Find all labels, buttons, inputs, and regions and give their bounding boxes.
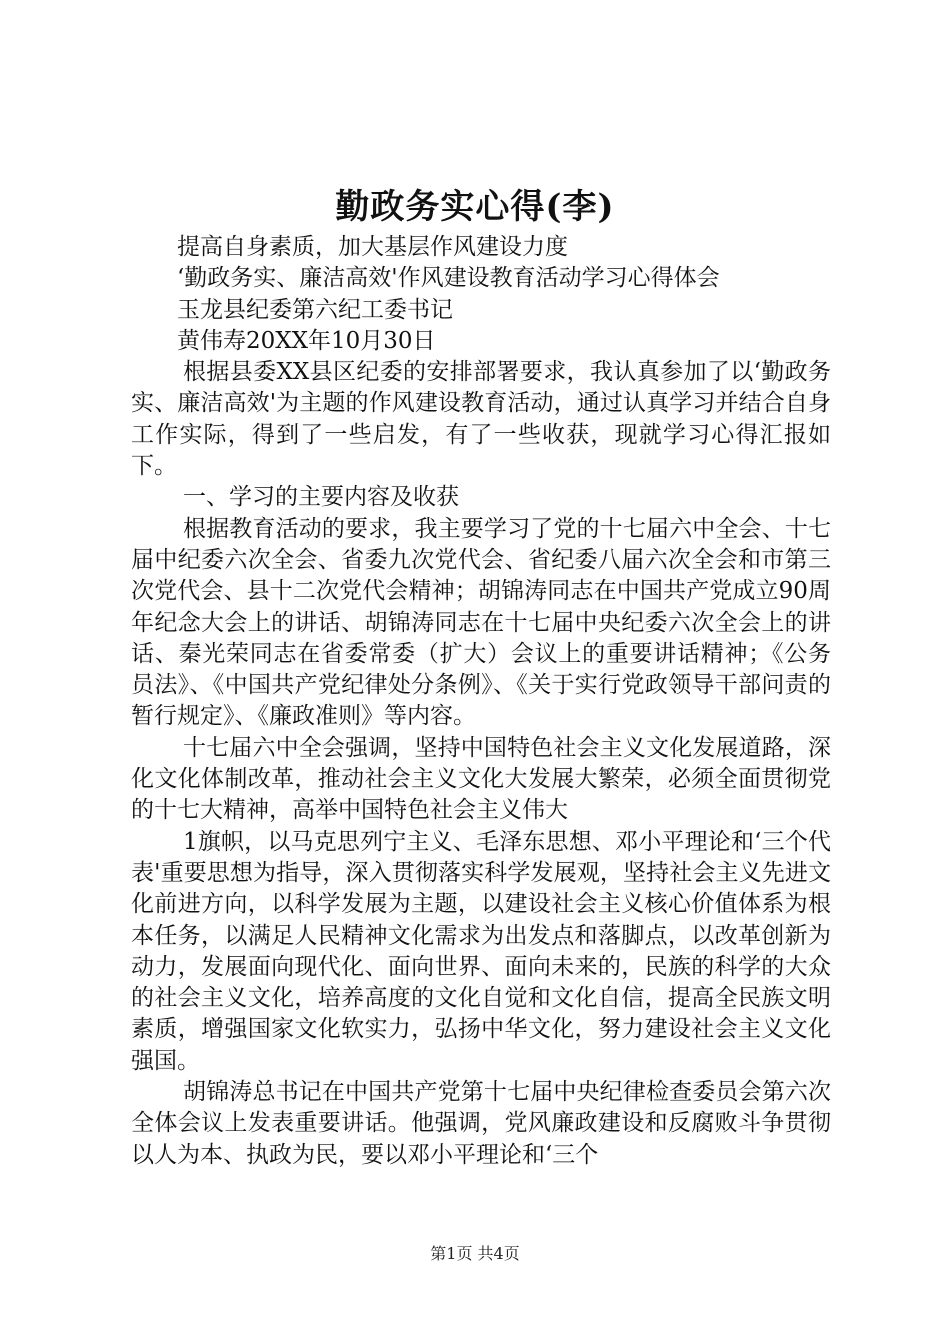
subtitle-line: 提高自身素质，加大基层作风建设力度 [177, 234, 568, 260]
body-paragraph: 胡锦涛总书记在中国共产党第十七届中央纪律检查委员会第六次全体会议上发表重要讲话。他强调，党风廉政建设和反腐败斗争贯彻以人为本、执政为民，要以邓小平理论和‘三个 [131, 1079, 831, 1168]
body-paragraph: 十七届六中全会强调，坚持中国特色社会主义文化发展道路，深化文化体制改革，推动社会主义文化大发展大繁荣，必须全面贯彻党的十七大精神，高举中国特色社会主义伟大 [131, 734, 831, 824]
author-date-line: 黄伟寿20XX年10月30日 [177, 327, 436, 354]
author-position-line: 玉龙县纪委第六纪工委书记 [177, 296, 453, 323]
body-paragraph: 根据教育活动的要求，我主要学习了党的十七届六中全会、十七届中纪委六次全会、省委九次党代会、省纪委八届六次全会和市第三次党代会、县十二次党代会精神；胡锦涛同志在中国共产党成立90周年纪念大会上的讲话、胡锦涛同志在十七届中央纪委六次全会上的讲话、秦光荣同志在省委常委（扩大）会议上的重要讲话精神；《公务员法》、《中国共产党纪律处分条例》、《关于实行党政领导干部问责的暂行规定》、《廉政准则》等内容。 [131, 515, 831, 730]
page-number-footer: 第1页 共4页 [430, 1244, 520, 1263]
body-paragraph: 1旗帜，以马克思列宁主义、毛泽东思想、邓小平理论和‘三个代表'重要思想为指导，深入贯彻落实科学发展观，坚持社会主义先进文化前进方向，以科学发展为主题，以建设社会主义核心价值体系为根本任务，以满足人民精神文化需求为出发点和落脚点，以改革创新为动力，发展面向现代化、面向世界、面向未来的，民族的科学的大众的社会主义文化，培养高度的文化自觉和文化自信，提高全民族文明素质，增强国家文化软实力，弘扬中华文化，努力建设社会主义文化强国。 [131, 828, 831, 1074]
document-body [131, 232, 831, 1171]
section-heading: 一、学习的主要内容及收获 [183, 484, 459, 511]
activity-title-line: ‘勤政务实、廉洁高效'作风建设教育活动学习心得体会 [177, 265, 720, 292]
document-title: 勤政务实心得(李) [335, 187, 615, 227]
intro-paragraph: 根据县委XX县区纪委的安排部署要求，我认真参加了以‘勤政务实、廉洁高效'为主题的作风建设教育活动，通过认真学习并结合自身工作实际，得到了一些启发，有了一些收获，现就学习心得汇报如下。 [131, 359, 831, 480]
